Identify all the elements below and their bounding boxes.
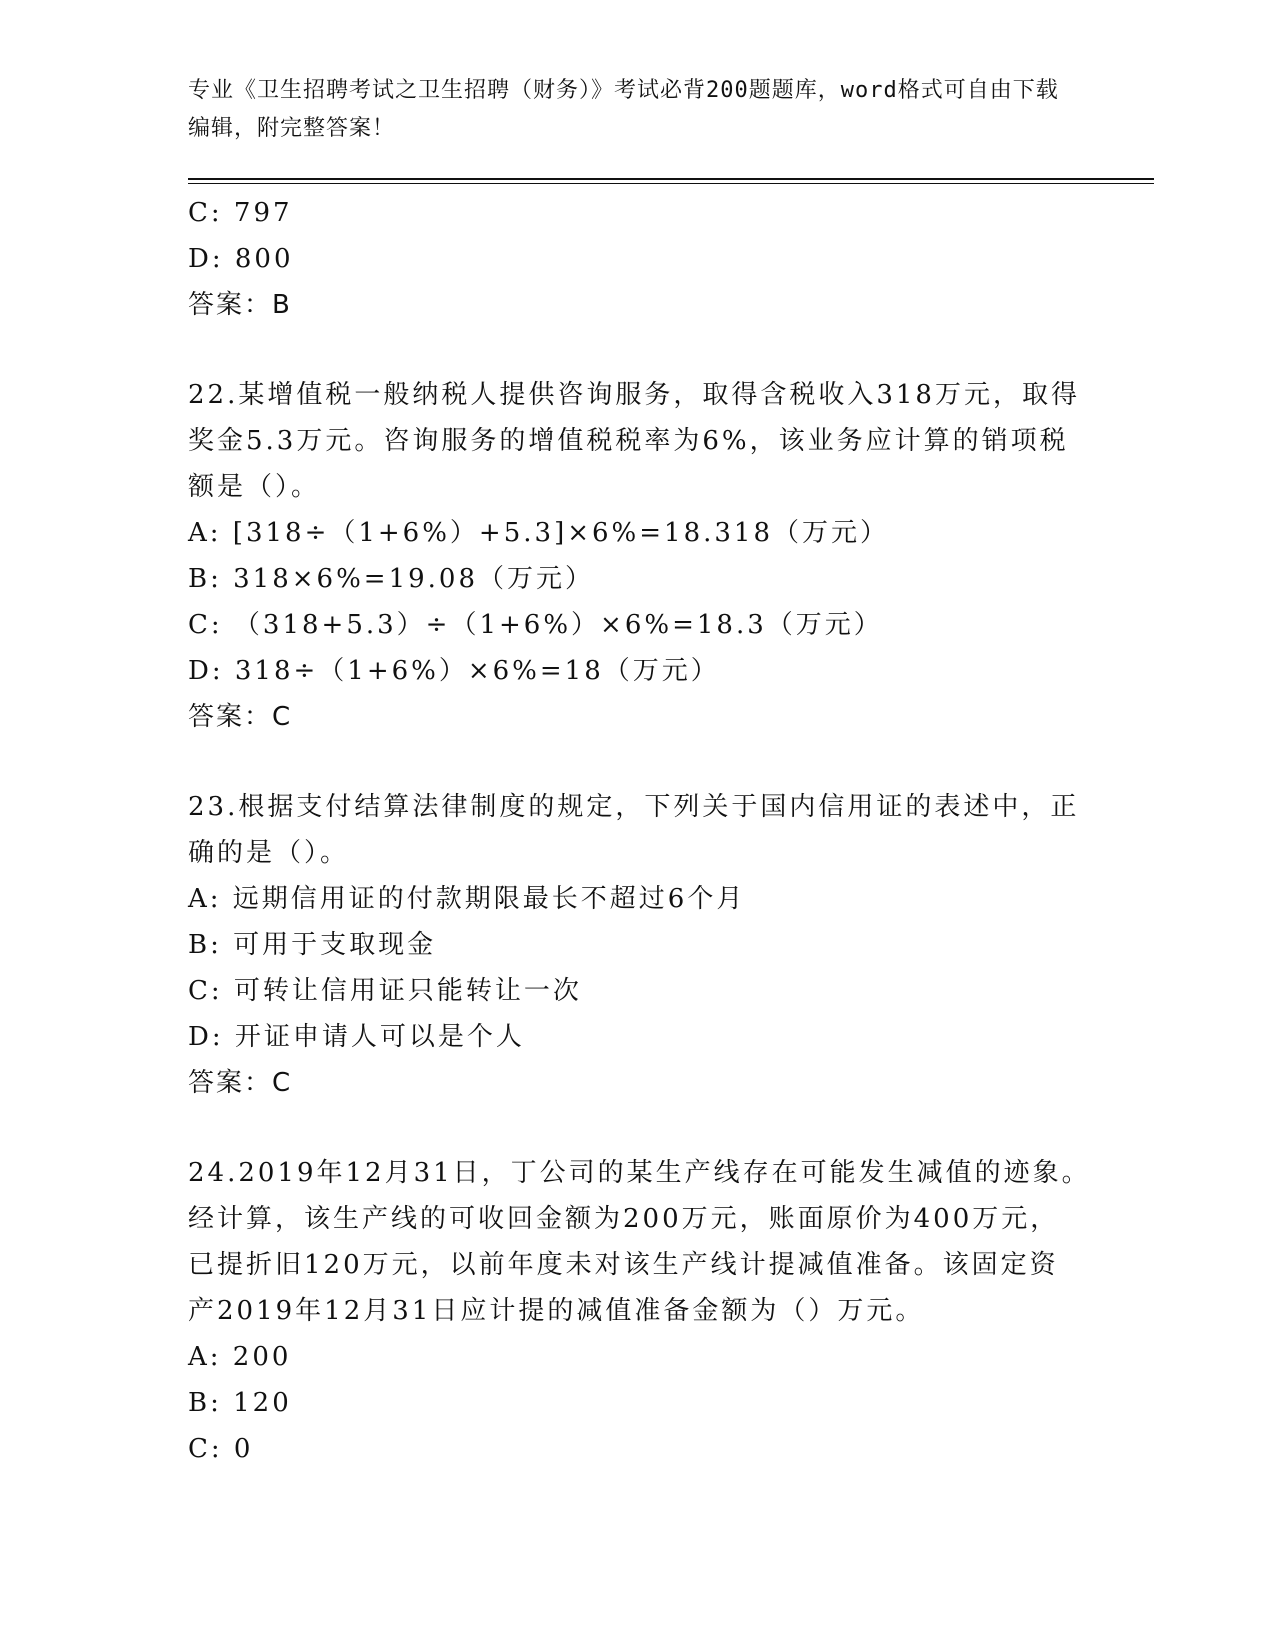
- question-text: 确的是（）。: [188, 838, 350, 868]
- question-text: 已提折旧120万元，以前年度未对该生产线计提减值准备。该固定资: [188, 1250, 1059, 1280]
- option-c: C: 0: [188, 1434, 254, 1464]
- option-d: D: 318÷（1+6%）×6%=18（万元）: [188, 656, 720, 686]
- question-block: [188, 784, 1088, 1106]
- option-b: B: 可用于支取现金: [188, 930, 437, 960]
- option-c: C: 可转让信用证只能转让一次: [188, 976, 582, 1006]
- answer-line: 答案：C: [188, 702, 293, 732]
- option-a: A: 200: [188, 1342, 292, 1372]
- option-d: D: 800: [188, 244, 294, 274]
- header-rule-thick: [188, 178, 1154, 180]
- question-text: 22.某增值税一般纳税人提供咨询服务，取得含税收入318万元，取得: [188, 380, 1080, 410]
- question-block: [188, 1150, 1091, 1472]
- question-text: 产2019年12月31日应计提的减值准备金额为（）万元。: [188, 1296, 925, 1326]
- question-text: 奖金5.3万元。咨询服务的增值税税率为6%，该业务应计算的销项税: [188, 426, 1069, 456]
- header-rule-thin: [188, 183, 1154, 184]
- question-text: 23.根据支付结算法律制度的规定，下列关于国内信用证的表述中，正: [188, 792, 1080, 822]
- option-b: B: 318×6%=19.08（万元）: [188, 564, 595, 594]
- option-a: A: 远期信用证的付款期限最长不超过6个月: [188, 884, 746, 914]
- option-c: C: （318+5.3）÷（1+6%）×6%=18.3（万元）: [188, 610, 883, 640]
- question-text: 经计算，该生产线的可收回金额为200万元，账面原价为400万元，: [188, 1204, 1060, 1234]
- question-block: [188, 372, 1088, 740]
- question-block: [188, 190, 1088, 328]
- answer-line: 答案：C: [188, 1068, 293, 1098]
- option-a: A: [318÷（1+6%）+5.3]×6%=18.318（万元）: [188, 518, 889, 548]
- document-header: 专业《卫生招聘考试之卫生招聘（财务）》考试必背200题题库，word格式可自由下载编辑，附完整答案！: [188, 78, 1059, 141]
- question-text: 24.2019年12月31日，丁公司的某生产线存在可能发生减值的迹象。: [188, 1158, 1091, 1188]
- option-c: C: 797: [188, 198, 293, 228]
- question-text: 额是（）。: [188, 472, 321, 502]
- option-b: B: 120: [188, 1388, 292, 1418]
- answer-line: 答案：B: [188, 290, 292, 320]
- option-d: D: 开证申请人可以是个人: [188, 1022, 525, 1052]
- document-body: [188, 190, 1091, 1472]
